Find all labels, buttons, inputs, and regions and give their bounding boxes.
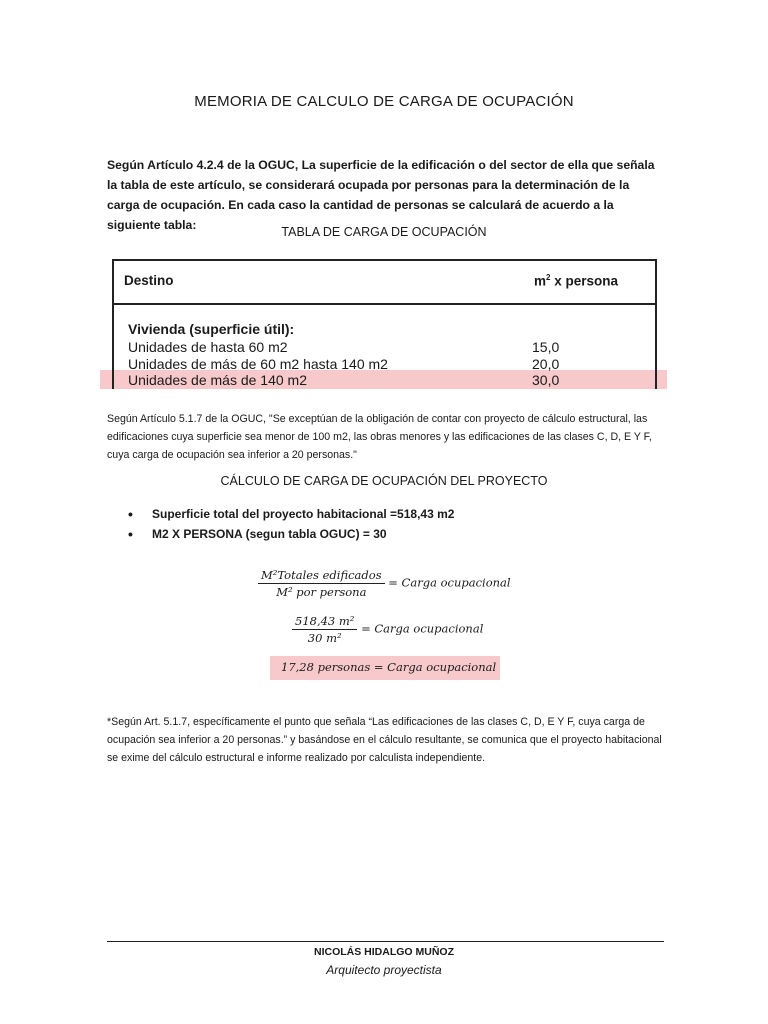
intro-paragraph: Según Artículo 4.2.4 de la OGUC, La superficie de la edificación o del sector de ella que señala la tabla de este artículo, se considerará ocupada por personas para la determinación de la carga de ocupación. En cada caso la cantidad de personas se calculará de acuerdo a la siguiente tabla:: [107, 158, 655, 232]
occupancy-table: [112, 259, 657, 389]
formula-denominator: 30 m²: [307, 631, 342, 645]
table-row-value: 30,0: [532, 372, 560, 388]
formula-general: [258, 568, 511, 599]
formula-substituted: [292, 614, 483, 645]
table-row-label: Unidades de más de 60 m2 hasta 140 m2: [128, 356, 388, 372]
formula-numerator: M²Totales edificados: [258, 568, 385, 584]
formula-denominator: M² por persona: [276, 585, 367, 599]
conclusion-note: *Según Art. 5.1.7, específicamente el punto que señala “Las edificaciones de las clases C, D, E Y F, cuya carga de ocupación sea inferior a 20 personas.” y basándose en el cálculo resultante, se comunica que el proyecto habitacional se exime del cálculo estructural e informe realizado por calculista independiente.: [107, 716, 662, 764]
section-title: CÁLCULO DE CARGA DE OCUPACIÓN DEL PROYECTO: [220, 474, 548, 488]
list-item: • M2 X PERSONA (segun tabla OGUC) = 30: [128, 524, 454, 544]
list-item: • Superficie total del proyecto habitacional =518,43 m2: [128, 504, 454, 524]
header-m2-persona: $m^2$ x persona: [534, 273, 618, 289]
formula-numerator: 518,43 m²: [292, 614, 357, 630]
signature-role: Arquitecto proyectista: [326, 963, 442, 977]
signature-name: NICOLÁS HIDALGO MUÑOZ: [314, 946, 454, 958]
table-row-value: 20,0: [532, 356, 560, 372]
article-517-quote: Según Artículo 5.1.7 de la OGUC, "Se exceptúan de la obligación de contar con proyecto de cálculo estructural, las edificaciones cuya superficie sea menor de 100 m2, las obras menores y las edificaciones de las clases C, D, E Y F, cuya carga de ocupación sea inferior a 20 personas.": [107, 413, 652, 461]
table-row-value: 15,0: [532, 339, 560, 355]
table-category: Vivienda (superficie útil):: [128, 321, 295, 337]
table-row-label: Unidades de más de 140 m2: [128, 372, 307, 388]
signature-line: [107, 941, 664, 942]
project-bullets: [128, 504, 454, 544]
table-title: TABLA DE CARGA DE OCUPACIÓN: [281, 225, 487, 239]
formula-rhs: = Carga ocupacional: [361, 621, 484, 636]
formula-rhs: = Carga ocupacional: [388, 575, 511, 590]
formula-result: 17,28 personas = Carga ocupacional: [281, 660, 497, 674]
table-row-label: Unidades de hasta 60 m2: [128, 339, 288, 355]
header-destino: Destino: [124, 273, 174, 288]
table-header: [114, 259, 655, 305]
page-title: MEMORIA DE CALCULO DE CARGA DE OCUPACIÓN: [194, 93, 574, 110]
